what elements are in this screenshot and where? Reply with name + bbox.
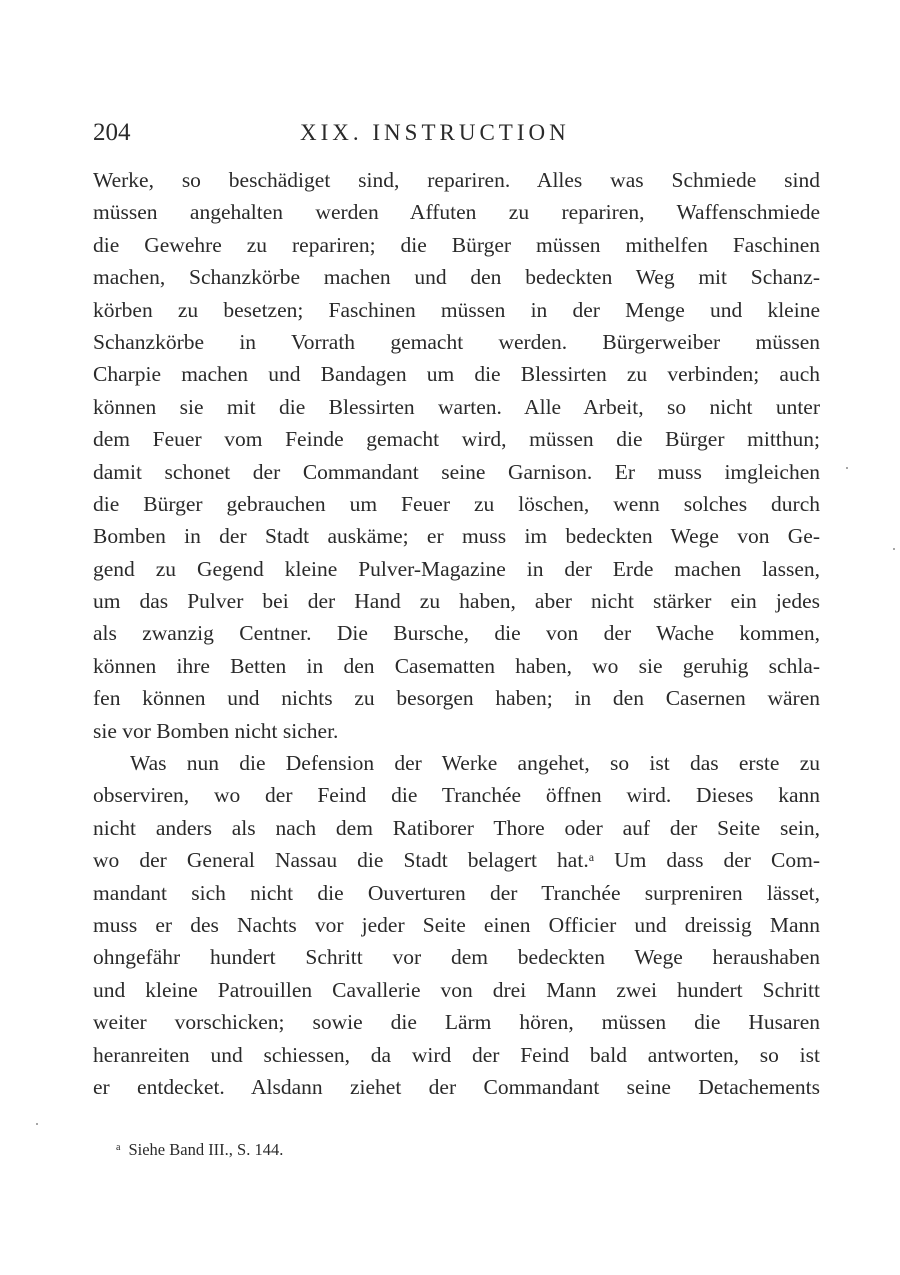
body-text <box>93 164 820 1103</box>
paper-speck <box>893 548 895 550</box>
text-line-with-footnote-ref <box>93 844 820 876</box>
footnote <box>116 1135 283 1163</box>
text-line: fen können und nichts zu besorgen haben; in den Casernen wären <box>93 686 820 711</box>
text-line: dem Feuer vom Feinde gemacht wird, müssen die Bürger mitthun; <box>93 427 820 452</box>
text-line: können ihre Betten in den Casematten haben, wo sie geruhig schla- <box>93 653 820 678</box>
text-line: heranreiten und schiessen, da wird der Feind bald antworten, so ist <box>93 1042 820 1067</box>
text-line: mandant sich nicht die Ouverturen der Tranchée surpreniren lässet, <box>93 880 820 905</box>
text-line: als zwanzig Centner. Die Bursche, die von der Wache kommen, <box>93 621 820 646</box>
text-line: ohngefähr hundert Schritt vor dem bedeckten Wege heraushaben <box>93 945 820 970</box>
paper-speck <box>36 1123 38 1125</box>
text-line: observiren, wo der Feind die Tranchée öffnen wird. Dieses kann <box>93 783 820 808</box>
running-title: XIX. INSTRUCTION <box>300 120 570 145</box>
text-line: können sie mit die Blessirten warten. Alle Arbeit, so nicht unter <box>93 394 820 419</box>
paragraph-end-line: sie vor Bomben nicht sicher. <box>93 718 339 743</box>
footnote-marker: a <box>116 1142 121 1153</box>
text-line: gend zu Gegend kleine Pulver-Magazine in der Erde machen lassen, <box>93 556 820 581</box>
footnote-reference-marker: a <box>588 850 595 865</box>
text-line: muss er des Nachts vor jeder Seite einen Officier und dreissig Mann <box>93 912 820 937</box>
paragraph-start-line: Was nun die Defension der Werke angehet, so ist das erste zu <box>130 751 820 776</box>
text-line: Schanzkörbe in Vorrath gemacht werden. Bürgerweiber müssen <box>93 329 820 354</box>
paper-speck <box>846 467 848 469</box>
text-line: machen, Schanzkörbe machen und den bedeckten Weg mit Schanz- <box>93 265 820 290</box>
text-line: damit schonet der Commandant seine Garnison. Er muss imgleichen <box>93 459 820 484</box>
text-line: Bomben in der Stadt auskäme; er muss im bedeckten Wege von Ge- <box>93 524 820 549</box>
text-line: die Gewehre zu repariren; die Bürger müssen mithelfen Faschinen <box>93 232 820 257</box>
text-line: weiter vorschicken; sowie die Lärm hören, müssen die Husaren <box>93 1010 820 1035</box>
text-line: nicht anders als nach dem Ratiborer Thore oder auf der Seite sein, <box>93 815 820 840</box>
text-segment: Um dass der Com- <box>594 848 820 873</box>
text-line: und kleine Patrouillen Cavallerie von drei Mann zwei hundert Schritt <box>93 977 820 1002</box>
text-line: die Bürger gebrauchen um Feuer zu löschen, wenn solches durch <box>93 491 820 516</box>
page-number: 204 <box>93 119 131 146</box>
text-segment: wo der General Nassau die Stadt belagert hat. <box>93 848 589 873</box>
text-line: körben zu besetzen; Faschinen müssen in der Menge und kleine <box>93 297 820 322</box>
text-line: Werke, so beschädiget sind, repariren. Alles was Schmiede sind <box>93 168 820 192</box>
footnote-text: Siehe Band III., S. 144. <box>128 1140 284 1159</box>
page-header <box>93 116 820 150</box>
text-line: um das Pulver bei der Hand zu haben, aber nicht stärker ein jedes <box>93 589 820 614</box>
text-line: müssen angehalten werden Affuten zu repariren, Waffenschmiede <box>93 200 820 225</box>
text-line: er entdecket. Alsdann ziehet der Commandant seine Detachements <box>93 1074 820 1099</box>
text-line: Charpie machen und Bandagen um die Blessirten zu verbinden; auch <box>93 362 820 387</box>
